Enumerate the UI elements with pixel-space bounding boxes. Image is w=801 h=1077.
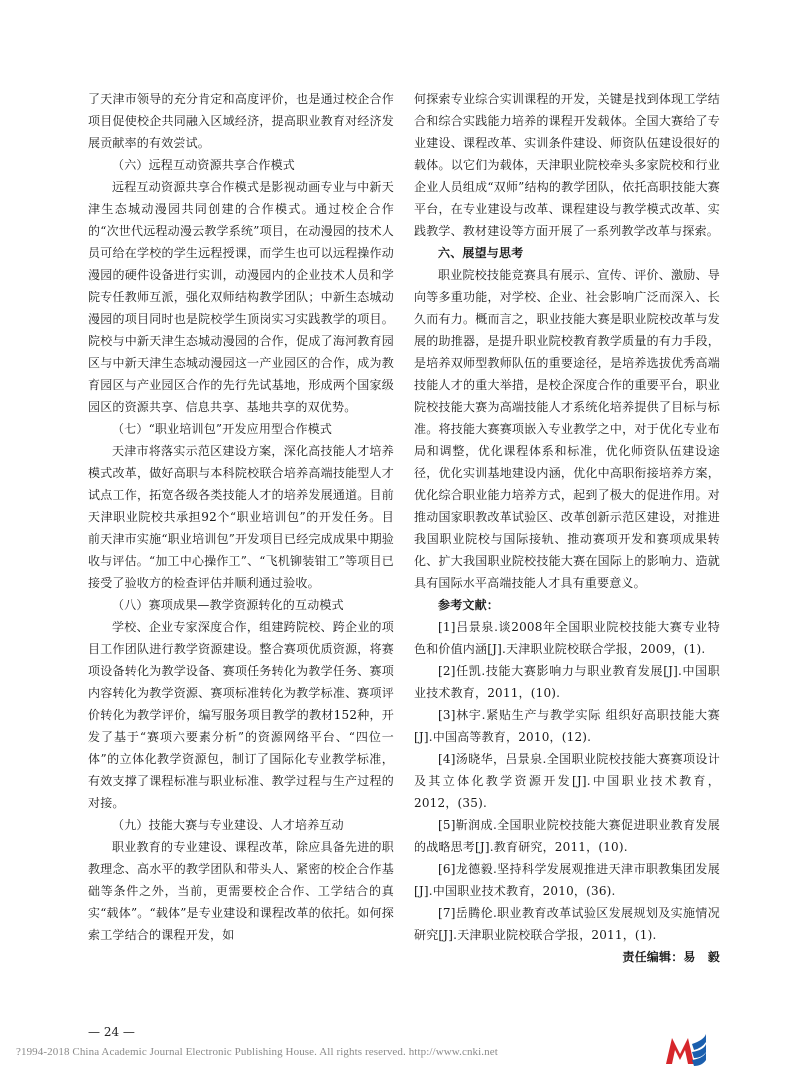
paragraph: 学校、企业专家深度合作，组建跨院校、跨企业的项目工作团队进行教学资源建设。整合赛项优质资源，将赛项设备转化为教学设备、赛项任务转化为教学任务、赛项内容转化为教学资源、赛项标准转化为教学标准、赛项评价转化为教学评价，编写服务项目教学的教材152种，开发了基于“赛项六要素分析”的资源网络平台、“四位一体”的立体化教学资源包，制订了国际化专业教学标准，有效支撑了课程标准与职业标准、教学过程与生产过程的对接。 [88, 620, 394, 810]
reference-item: [3]林宇.紧贴生产与教学实际 组织好高职技能大赛[J].中国高等教育，2010，(12). [414, 708, 720, 744]
subheading-7: （七）“职业培训包”开发应用型合作模式 [112, 422, 333, 436]
paragraph: 何探索专业综合实训课程的开发，关键是找到体现工学结合和综合实践能力培养的课程开发载体。全国大赛给了专业建设、课程改革、实训条件建设、师资队伍建设很好的载体。以它们为载体，天津职业院校牵头多家院校和行业企业人员组成“双师”结构的教学团队，依托高职技能大赛平台，在专业建设与改革、课程建设与教学模式改革、实践教学、教材建设等方面开展了一系列教学改革与探索。 [414, 92, 720, 238]
copyright-footer: ?1994-2018 China Academic Journal Electronic Publishing House. All rights reserved. http://www.cnki.net [16, 1046, 498, 1058]
left-column [88, 88, 394, 946]
paragraph: 天津市将落实示范区建设方案，深化高技能人才培养模式改革，做好高职与本科院校联合培养高端技能型人才试点工作，拓宽各级各类技能人才的培养发展通道。目前天津职业院校共承担92个“职业培训包”的开发任务。目前天津市实施“职业培训包”开发项目已经完成成果中期验收与评估。“加工中心操作工”、“飞机铆装钳工”等项目已接受了验收方的检查评估并顺利通过验收。 [88, 444, 394, 590]
reference-item: [6]龙德毅.坚持科学发展观推进天津市职教集团发展[J].中国职业技术教育，2010，(36). [414, 862, 720, 898]
reference-item: [4]汤晓华，吕景泉.全国职业院校技能大赛赛项设计及其立体化教学资源开发[J].中国职业技术教育，2012，(35). [414, 752, 720, 810]
subheading-9: （九）技能大赛与专业建设、人才培养互动 [112, 818, 344, 832]
reference-item: [7]岳腾伦.职业教育改革试验区发展规划及实施情况研究[J].天津职业院校联合学报，2011，(1). [414, 906, 720, 942]
page-number: — 24 — [88, 1025, 135, 1039]
paragraph: 远程互动资源共享合作模式是影视动画专业与中新天津生态城动漫园共同创建的合作模式。通过校企合作的“次世代远程动漫云教学系统”项目，在动漫园的技术人员可给在学校的学生远程授课，而学生也可以远程操作动漫园的硬件设备进行实训，动漫园内的企业技术人员和学院专任教师互派，强化双师结构教学团队；中新生态城动漫园的项目同时也是院校学生顶岗实习实践教学的项目。院校与中新天津生态城动漫园的合作，促成了海河教育园区与中新天津生态城动漫园这一产业园区的合作，成为教育园区与产业园区合作的先行先试基地，形成两个国家级园区的资源共享、信息共享、基地共享的双优势。 [88, 180, 394, 414]
section-title: 六、展望与思考 [438, 246, 524, 260]
responsible-editor: 责任编辑：易 毅 [622, 950, 720, 964]
right-column [414, 88, 720, 968]
paragraph: 职业院校技能竞赛具有展示、宣传、评价、激励、导向等多重功能，对学校、企业、社会影响广泛而深入、长久而有力。概而言之，职业技能大赛是职业院校改革与发展的助推器，是提升职业院校教育教学质量的有力手段，是培养双师型教师队伍的重要途径，是培养选拔优秀高端技能人才的重大举措，是校企深度合作的重要平台，职业院校技能大赛为高端技能人才系统化培养提供了目标与标准。将技能大赛赛项嵌入专业教学之中，对于优化专业布局和调整，优化课程体系和标准，优化师资队伍建设途径，优化实训基地建设内涵，优化中高职衔接培养方案，优化综合职业能力培养方式，起到了极大的促进作用。对推动国家职教改革试验区、改革创新示范区建设，对推进我国职业院校与国际接轨、推动赛项开发和赛项成果转化、扩大我国职业院校技能大赛在国际上的影响力、造就具有国际水平高端技能人才具有重要意义。 [414, 268, 720, 590]
references-title: 参考文献： [438, 598, 500, 612]
cnki-logo-icon [664, 1030, 708, 1070]
subheading-6: （六）远程互动资源共享合作模式 [112, 158, 296, 172]
reference-item: [5]靳润成.全国职业院校技能大赛促进职业教育发展的战略思考[J].教育研究，2011，(10). [414, 818, 720, 854]
paragraph: 职业教育的专业建设、课程改革，除应具备先进的职教理念、高水平的教学团队和带头人、紧密的校企合作基础等条件之外，当前，更需要校企合作、工学结合的真实“载体”。“载体”是专业建设和课程改革的依托。如何探索工学结合的课程开发，如 [88, 840, 394, 942]
reference-item: [1]吕景泉.谈2008年全国职业院校技能大赛专业特色和价值内涵[J].天津职业院校联合学报，2009，(1). [414, 620, 720, 656]
subheading-8: （八）赛项成果—教学资源转化的互动模式 [112, 598, 344, 612]
paragraph: 了天津市领导的充分肯定和高度评价，也是通过校企合作项目促使校企共同融入区域经济，提高职业教育对经济发展贡献率的有效尝试。 [88, 92, 394, 150]
reference-item: [2]任凯.技能大赛影响力与职业教育发展[J].中国职业技术教育，2011，(10). [414, 664, 720, 700]
